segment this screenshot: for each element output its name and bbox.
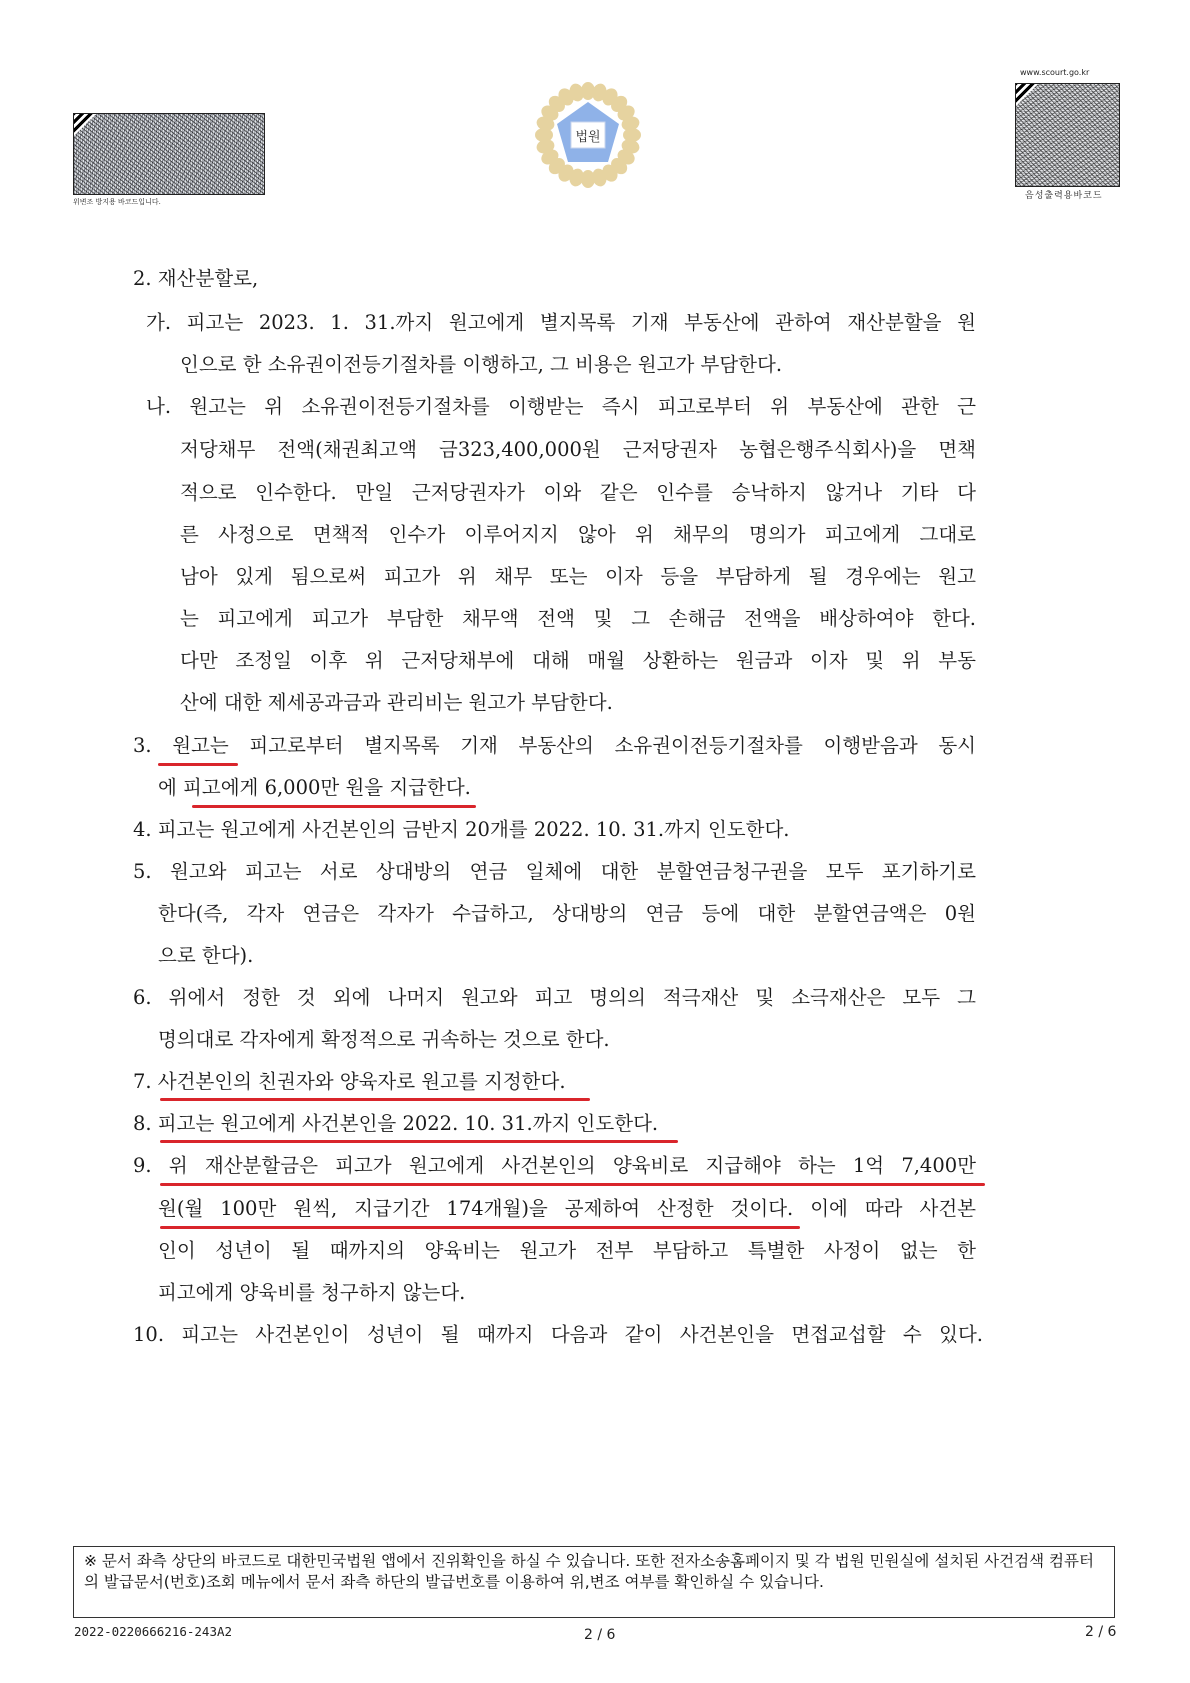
item-3-line-2: 에 피고에게 6,000만 원을 지급한다. <box>158 776 471 799</box>
item-9-line-3: 인이 성년이 될 때까지의 양육비는 원고가 전부 부담하고 특별한 사정이 없는 한 <box>158 1239 976 1262</box>
barcode-caption: 위변조 방지용 바코드입니다. <box>73 198 161 206</box>
court-emblem-icon <box>533 80 643 190</box>
voice-barcode-caption: 음성출력용바코드 <box>1025 191 1103 201</box>
item-2-na-line-5: 남아 있게 됨으로써 피고가 위 채무 또는 이자 등을 부담하게 될 경우에는 원고 <box>180 565 976 588</box>
item-2-na-line-2: 저당채무 전액(채권최고액 금323,400,000원 근저당권자 농협은행주식회사)을 면책 <box>180 438 976 461</box>
item-4: 4. 피고는 원고에게 사건본인의 금반지 20개를 2022. 10. 31.까지 인도한다. <box>133 818 790 841</box>
item-2-na-line-8: 산에 대한 제세공과금과 관리비는 원고가 부담한다. <box>180 691 613 714</box>
item-7: 7. 사건본인의 친권자와 양육자로 원고를 지정한다. <box>133 1070 566 1093</box>
page-number-right: 2 / 6 <box>1085 1624 1117 1640</box>
item-2-na-line-3: 적으로 인수한다. 만일 근저당권자가 이와 같은 인수를 승낙하지 않거나 기타 다 <box>180 481 976 504</box>
court-website-url: www.scourt.go.kr <box>1020 68 1090 77</box>
item-8: 8. 피고는 원고에게 사건본인을 2022. 10. 31.까지 인도한다. <box>133 1112 659 1135</box>
highlight-underline <box>160 1140 678 1143</box>
authenticity-notice-box <box>73 1546 1115 1618</box>
authenticity-notice-text: ※ 문서 좌측 상단의 바코드로 대한민국법원 앱에서 진위확인을 하실 수 있습니다. 또한 전자소송홈페이지 및 각 법원 민원실에 설치된 사건검색 컴퓨터의 발급문서(번호)조회 메뉴에서 문서 좌측 하단의 발급번호를 이용하여 위,변조 여부를 확인하실 수 있습니다. <box>84 1552 1094 1591</box>
highlight-underline <box>160 1183 985 1186</box>
item-2-heading: 2. 재산분할로, <box>133 267 259 290</box>
page-number-center: 2 / 6 <box>584 1627 616 1643</box>
item-2-ga-line-1: 가. 피고는 2023. 1. 31.까지 원고에게 별지목록 기재 부동산에 관하여 재산분할을 원 <box>146 311 976 334</box>
item-2-na-line-7: 다만 조정일 이후 위 근저당채부에 대해 매월 상환하는 원금과 이자 및 위 부동 <box>180 649 976 672</box>
anti-forgery-barcode <box>73 113 265 195</box>
barcode-corner-marker <box>1016 84 1038 106</box>
highlight-underline <box>192 805 476 808</box>
issue-number: 2022-0220666216-243A2 <box>74 1624 233 1639</box>
court-emblem-logo <box>533 80 643 190</box>
item-6-line-2: 명의대로 각자에게 확정적으로 귀속하는 것으로 한다. <box>158 1028 610 1051</box>
item-2-na-line-6: 는 피고에게 피고가 부담한 채무액 전액 및 그 손해금 전액을 배상하여야 한다. <box>180 607 976 630</box>
barcode-corner-marker <box>74 114 96 136</box>
item-2-na-line-4: 른 사정으로 면책적 인수가 이루어지지 않아 위 채무의 명의가 피고에게 그대로 <box>180 523 976 546</box>
item-10: 10. 피고는 사건본인이 성년이 될 때까지 다음과 같이 사건본인을 면접교섭할 수 있다. <box>133 1323 983 1346</box>
svg-text:법원: 법원 <box>575 130 601 145</box>
highlight-underline <box>158 763 238 766</box>
item-5-line-3: 으로 한다). <box>158 944 254 967</box>
item-9-line-2: 원(월 100만 원씩, 지급기간 174개월)을 공제하여 산정한 것이다. 이에 따라 사건본 <box>158 1197 976 1220</box>
item-2-na-line-1: 나. 원고는 위 소유권이전등기절차를 이행받는 즉시 피고로부터 위 부동산에 관한 근 <box>146 395 976 418</box>
item-6-line-1: 6. 위에서 정한 것 외에 나머지 원고와 피고 명의의 적극재산 및 소극재산은 모두 그 <box>133 986 976 1009</box>
item-9-line-4: 피고에게 양육비를 청구하지 않는다. <box>158 1281 466 1304</box>
item-5-line-1: 5. 원고와 피고는 서로 상대방의 연금 일체에 대한 분할연금청구권을 모두 포기하기로 <box>133 860 976 883</box>
item-2-ga-line-2: 인으로 한 소유권이전등기절차를 이행하고, 그 비용은 원고가 부담한다. <box>180 353 783 376</box>
item-5-line-2: 한다(즉, 각자 연금은 각자가 수급하고, 상대방의 연금 등에 대한 분할연금액은 0원 <box>158 902 976 925</box>
item-3-line-1: 3. 원고는 피고로부터 별지목록 기재 부동산의 소유권이전등기절차를 이행받음과 동시 <box>133 734 976 757</box>
highlight-underline <box>160 1098 590 1101</box>
item-9-line-1: 9. 위 재산분할금은 피고가 원고에게 사건본인의 양육비로 지급해야 하는 1억 7,400만 <box>133 1154 976 1177</box>
highlight-underline <box>160 1226 800 1229</box>
voice-output-barcode <box>1015 83 1120 187</box>
